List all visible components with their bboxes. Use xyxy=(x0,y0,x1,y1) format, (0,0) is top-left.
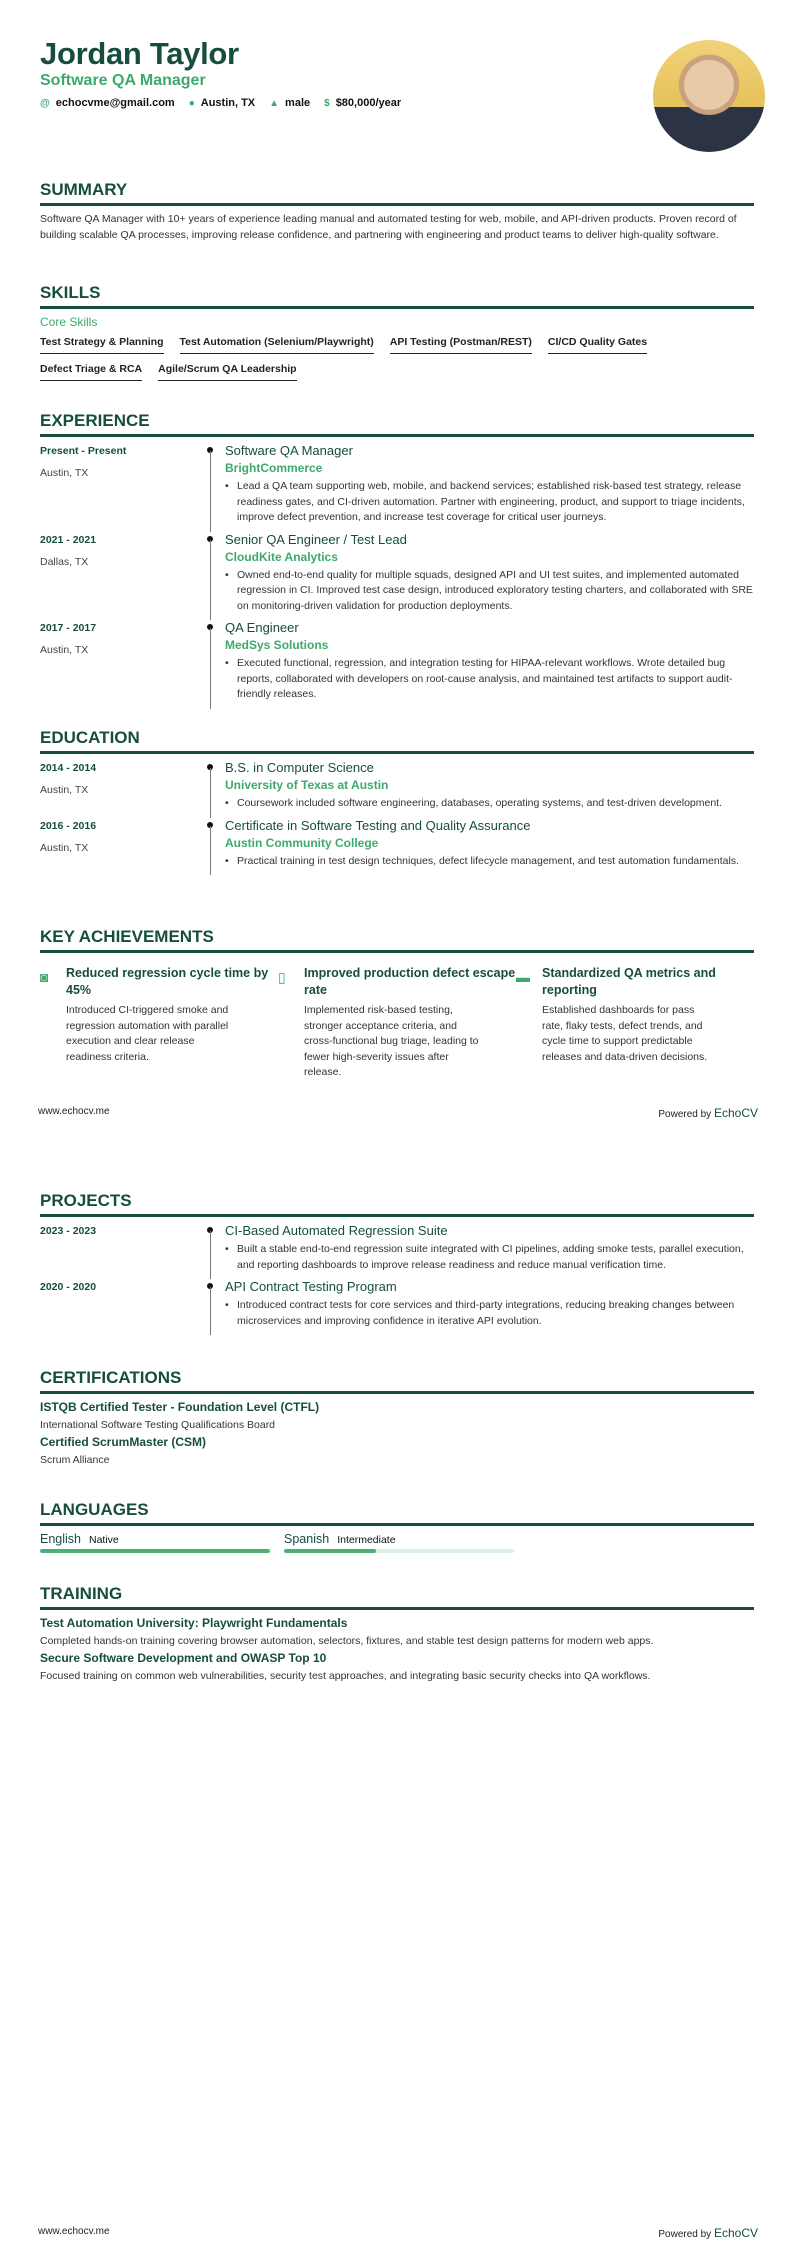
entry-date: 2016 - 2016 xyxy=(40,819,97,832)
project-entry xyxy=(40,1279,754,1335)
section-heading: CERTIFICATIONS xyxy=(40,1368,754,1394)
timeline-marker xyxy=(205,620,225,709)
skill-tag: Test Automation (Selenium/Playwright) xyxy=(180,333,374,354)
cert-title: Certified ScrumMaster (CSM) xyxy=(40,1435,207,1449)
summary-section xyxy=(40,180,754,243)
timeline-marker xyxy=(205,443,225,532)
skill-tag: Agile/Scrum QA Leadership xyxy=(158,360,296,381)
camera-icon: ◙ xyxy=(40,969,49,985)
salary: $80,000/year xyxy=(335,97,402,109)
section-heading: KEY ACHIEVEMENTS xyxy=(40,927,754,953)
timeline-marker xyxy=(205,818,225,876)
section-heading: EDUCATION xyxy=(40,728,754,754)
entry-date: 2023 - 2023 xyxy=(40,1225,97,1237)
education-entry xyxy=(40,818,754,876)
entry-location: Austin, TX xyxy=(40,644,89,656)
footer-powered: Powered by xyxy=(658,2229,712,2240)
proficiency-fill xyxy=(40,1549,270,1553)
experience-entry xyxy=(40,532,754,621)
language-name: Spanish xyxy=(284,1532,330,1546)
language-level: Intermediate xyxy=(337,1534,396,1546)
achievement-title: Reduced regression cycle time by 45% xyxy=(66,966,269,997)
achievements-section xyxy=(40,927,754,1081)
section-heading: SKILLS xyxy=(40,283,754,309)
at-icon: @ xyxy=(40,97,50,109)
bullet: • Built a stable end-to-end regression suite integrated with CI pipelines, adding smoke tests, parallel execution, and reporting dashboards to improve release readiness and reduce manual verification time. xyxy=(225,1242,754,1273)
entry-date: Present - Present xyxy=(40,445,127,457)
footer-brand[interactable]: EchoCV xyxy=(713,1106,758,1120)
skill-tag: Defect Triage & RCA xyxy=(40,360,142,381)
school: University of Texas at Austin xyxy=(225,778,389,792)
entry-date: 2021 - 2021 xyxy=(40,533,97,546)
footer-site[interactable]: www.echocv.me xyxy=(38,2226,110,2237)
footer-brand[interactable]: EchoCV xyxy=(713,2226,758,2240)
page-footer xyxy=(38,1106,758,1120)
education-section xyxy=(40,728,754,875)
contact-info xyxy=(40,97,401,109)
page-footer xyxy=(38,2226,758,2240)
school: Austin Community College xyxy=(225,835,379,850)
skills-section xyxy=(40,283,754,381)
language-item xyxy=(284,1532,514,1553)
location-pin-icon: ● xyxy=(188,97,195,109)
section-heading: LANGUAGES xyxy=(40,1500,754,1526)
project-title: CI-Based Automated Regression Suite xyxy=(225,1223,448,1238)
skill-tag: Test Strategy & Planning xyxy=(40,333,164,354)
section-heading: PROJECTS xyxy=(40,1191,754,1217)
job-title: Senior QA Engineer / Test Lead xyxy=(225,531,407,547)
achievement-card xyxy=(516,965,754,1081)
timeline-marker xyxy=(205,760,225,818)
cert-issuer: International Software Testing Qualifications Board xyxy=(40,1419,276,1431)
achievement-title: Standardized QA metrics and reporting xyxy=(542,966,716,997)
section-heading: EXPERIENCE xyxy=(40,411,754,437)
entry-location: Austin, TX xyxy=(40,841,89,854)
person-icon: ▲ xyxy=(269,97,280,109)
skill-group-title: Core Skills xyxy=(40,315,98,329)
project-entry xyxy=(40,1223,754,1279)
bullet: • Coursework included software engineering, databases, operating systems, and test-driven development. xyxy=(225,796,754,812)
company: MedSys Solutions xyxy=(225,638,329,652)
achievement-title: Improved production defect escape rate xyxy=(304,966,516,997)
job-title: Software QA Manager xyxy=(225,443,353,458)
experience-entry xyxy=(40,443,754,532)
achievement-card xyxy=(278,965,516,1081)
training-title: Secure Software Development and OWASP Top 10 xyxy=(40,1651,327,1665)
section-heading: SUMMARY xyxy=(40,180,754,206)
language-item xyxy=(40,1532,270,1553)
email: echocvme@gmail.com xyxy=(55,97,175,109)
language-level: Native xyxy=(89,1534,119,1546)
certifications-section xyxy=(40,1368,754,1470)
profile-photo xyxy=(653,40,765,152)
gender: male xyxy=(285,97,311,109)
timeline-marker xyxy=(205,1223,225,1279)
training-title: Test Automation University: Playwright Fundamentals xyxy=(40,1616,348,1630)
entry-location: Dallas, TX xyxy=(40,555,89,568)
degree: B.S. in Computer Science xyxy=(225,760,374,775)
section-heading: TRAINING xyxy=(40,1584,754,1610)
achievement-card xyxy=(40,965,278,1081)
proficiency-bar xyxy=(284,1549,514,1553)
candidate-title: Software QA Manager xyxy=(40,72,206,89)
timeline-marker xyxy=(205,532,225,621)
training-section xyxy=(40,1584,754,1686)
achievement-text: Implemented risk-based testing, stronger acceptance criteria, and cross-functional bug triage, leading to fewer high-severity issues after release. xyxy=(304,1004,479,1078)
entry-location: Austin, TX xyxy=(40,467,89,479)
achievement-text: Introduced CI-triggered smoke and regression automation with parallel execution and clear release readiness criteria. xyxy=(66,1004,229,1063)
projects-section xyxy=(40,1191,754,1335)
summary-text: Software QA Manager with 10+ years of experience leading manual and automated testing for web, mobile, and API-driven products. Proven record of building scalable QA processes, improving release confidence, and partnering with engineering and product teams to deliver high-quality software. xyxy=(40,213,737,241)
bullet: • Practical training in test design techniques, defect lifecycle management, and test automation fundamentals. xyxy=(225,854,754,870)
experience-entry xyxy=(40,620,754,709)
job-title: QA Engineer xyxy=(225,620,299,635)
footer-site[interactable]: www.echocv.me xyxy=(38,1106,110,1117)
bullet: • Introduced contract tests for core services and third-party integrations, reducing breaking changes between microservices and improving confidence in iterative API evolution. xyxy=(225,1298,754,1329)
training-text: Completed hands-on training covering browser automation, selectors, fixtures, and stable test design patterns for modern web apps. xyxy=(40,1635,654,1647)
proficiency-bar xyxy=(40,1549,270,1553)
bullet: • Executed functional, regression, and integration testing for HIPAA-relevant workflows. Wrote detailed bug reports, collaborated with developers on root-cause analysis, and maintained test artifacts to support audit-friendly releases. xyxy=(225,656,754,703)
degree: Certificate in Software Testing and Quality Assurance xyxy=(225,817,531,833)
company: CloudKite Analytics xyxy=(225,549,338,564)
bullet: • Owned end-to-end quality for multiple squads, designed API and UI test suites, and implemented automated regression in CI. Improved test case design, introduced exploratory testing charters, and collaborated with SRE on monitoring-driven validation for production deployments. xyxy=(225,568,754,615)
cert-issuer: Scrum Alliance xyxy=(40,1454,110,1466)
entry-date: 2017 - 2017 xyxy=(40,622,97,634)
skill-tag: CI/CD Quality Gates xyxy=(548,333,647,354)
bullet: • Lead a QA team supporting web, mobile, and backend services; established risk-based test strategy, release readiness gates, and CI-driven automation. Partner with engineering, product, and support to triage incidents, improve defect prevention, and increase test coverage for critical user journeys. xyxy=(225,479,754,526)
skill-tag: API Testing (Postman/REST) xyxy=(390,333,532,354)
entry-date: 2020 - 2020 xyxy=(40,1281,97,1293)
timeline-marker xyxy=(205,1279,225,1335)
project-title: API Contract Testing Program xyxy=(225,1279,397,1294)
footer-powered: Powered by xyxy=(658,1109,712,1120)
achievement-text: Established dashboards for pass rate, flaky tests, defect trends, and cycle time to support predictable releases and data-driven decisions. xyxy=(542,1004,708,1063)
mobile-icon: ▯ xyxy=(278,969,286,985)
entry-location: Austin, TX xyxy=(40,784,89,796)
entry-date: 2014 - 2014 xyxy=(40,762,97,774)
money-icon: $ xyxy=(324,97,330,109)
languages-section xyxy=(40,1500,754,1553)
candidate-name: Jordan Taylor xyxy=(40,36,239,71)
company: BrightCommerce xyxy=(225,461,323,475)
proficiency-fill xyxy=(284,1549,376,1553)
language-name: English xyxy=(40,1532,81,1546)
experience-section xyxy=(40,411,754,709)
training-text: Focused training on common web vulnerabilities, security test approaches, and integrating basic security checks into QA workflows. xyxy=(40,1670,651,1682)
location: Austin, TX xyxy=(200,97,256,109)
battery-icon: ▬ xyxy=(516,969,530,985)
education-entry xyxy=(40,760,754,818)
cert-title: ISTQB Certified Tester - Foundation Level (CTFL) xyxy=(40,1400,320,1414)
